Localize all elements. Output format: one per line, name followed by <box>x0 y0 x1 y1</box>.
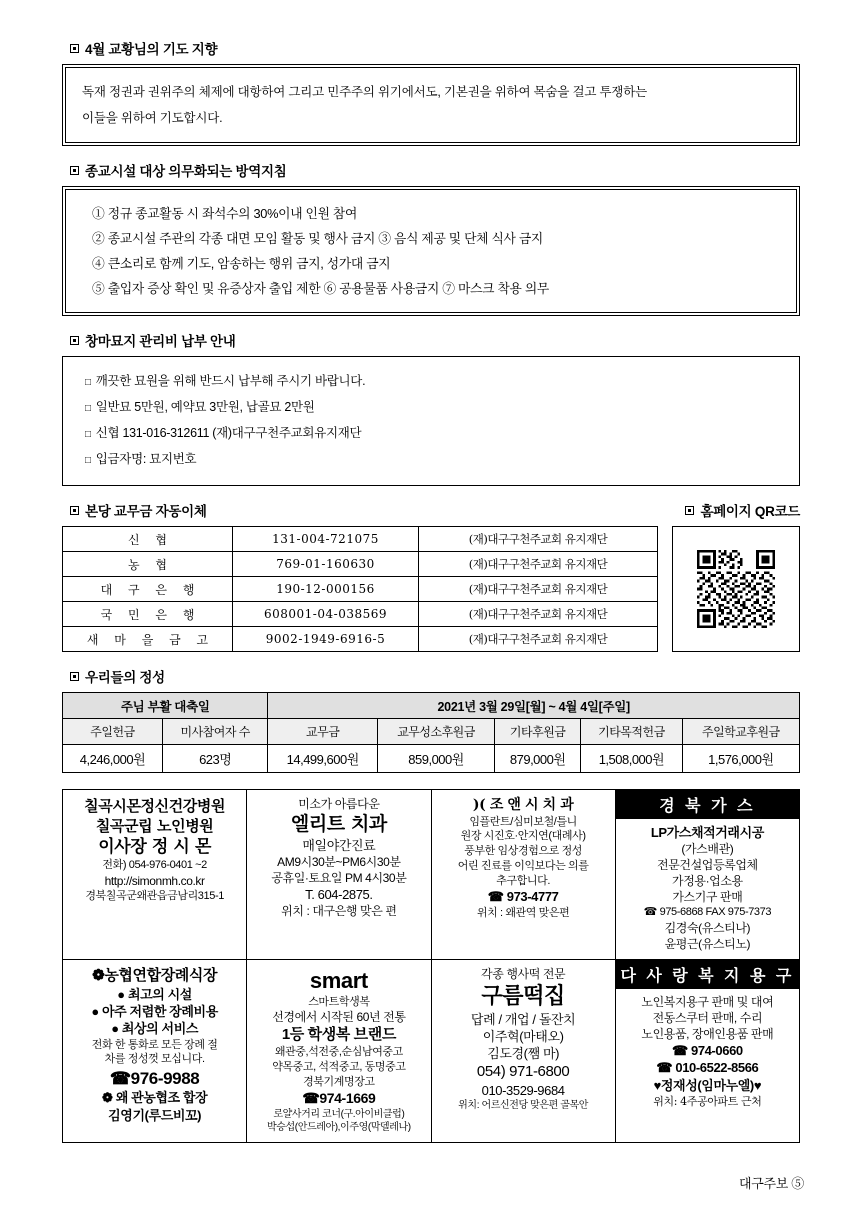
ad-line: ❁ 왜 관농협조 합장 <box>102 1090 208 1106</box>
ad-line: (가스배관) <box>681 842 734 857</box>
bank-owner: (재)대구구천주교회 유지재단 <box>419 552 658 577</box>
ad-line: 010-3529-9684 <box>481 1083 565 1098</box>
bank-name: 대 구 은 행 <box>63 577 233 602</box>
advertisement-joan-c-dental <box>432 790 616 960</box>
bank-number: 9002-1949-6916-5 <box>233 627 419 652</box>
ad-line: 차를 정성껏 모십니다. <box>104 1053 205 1066</box>
prayer-line-2: 이들을 위하여 기도합시다. <box>82 111 223 125</box>
advertisement-elite-dental <box>247 790 431 960</box>
square-bullet-icon <box>70 506 79 515</box>
guideline-item: ② 종교시설 주관의 각종 대면 모임 활동 및 행사 금지 ③ 음식 제공 및 단체 식사 금지 <box>92 231 543 246</box>
ad-line: AM9시30분~PM6시30분 <box>277 855 401 869</box>
ad-line: ● 아주 저렴한 장례비용 <box>91 1004 218 1019</box>
offering-value: 1,576,000원 <box>682 745 799 773</box>
ad-line: 가정용·업소용 <box>672 874 743 889</box>
ad-line: 엘리트 치과 <box>290 813 387 835</box>
qr-heading-text: 홈페이지 QR코드 <box>700 504 800 519</box>
ad-line: 전문건설업등록업체 <box>657 858 758 873</box>
bank-number: 769-01-160630 <box>233 552 419 577</box>
ad-line: ☎976-9988 <box>109 1069 200 1088</box>
ad-line: 김경숙(유스티나) <box>664 921 751 935</box>
ad-line: 임플란트/심미보철/틀니 <box>469 815 577 828</box>
table-row <box>63 577 658 602</box>
checkbox-square-icon: □ <box>85 377 91 388</box>
offering-value: 879,000원 <box>495 745 581 773</box>
ad-line: 전화 한 통화로 모든 장례 절 <box>91 1038 218 1051</box>
offering-table <box>62 692 800 773</box>
qr-code-icon <box>697 550 775 628</box>
checkbox-square-icon: □ <box>85 403 91 414</box>
bank-name: 국 민 은 행 <box>63 602 233 627</box>
cemetery-item: □ 입금자명: 묘지번호 <box>85 452 197 466</box>
ad-line: 왜관중,석전중,순심남여중고 <box>274 1046 403 1058</box>
ad-title-bar: 다 사 랑 복 지 용 구 <box>616 960 799 989</box>
bank-owner: (재)대구구천주교회 유지재단 <box>419 577 658 602</box>
guideline-item: ⑤ 출입자 증상 확인 및 유증상자 출입 제한 ⑥ 공용물품 사용금지 ⑦ 마스크 착용 의무 <box>92 281 549 296</box>
ad-line: 풍부한 임상경험으로 정성 <box>464 845 583 857</box>
table-row <box>63 719 800 745</box>
bank-area <box>62 526 800 652</box>
ad-line: 원장 시진호·안지연(대례사) <box>460 830 586 843</box>
ad-line: 노인복지용구 판매 및 대여 <box>641 995 774 1009</box>
ad-line: 칠곡군립 노인병원 <box>95 816 214 835</box>
ad-line: 칠곡시몬정신건강병원 <box>84 797 226 815</box>
column-header: 기타목적헌금 <box>581 719 683 745</box>
table-row <box>63 627 658 652</box>
square-bullet-icon <box>70 336 79 345</box>
ad-line: 가스기구 판매 <box>672 890 743 905</box>
ad-line: 추구합니다. <box>496 874 551 887</box>
guidelines-heading-text: 종교시설 대상 의무화되는 방역지침 <box>85 164 287 179</box>
table-row <box>63 552 658 577</box>
table-row <box>63 745 800 773</box>
guideline-item: ① 정규 종교활동 시 좌석수의 30%이내 인원 참여 <box>92 206 358 221</box>
section-heading-bank <box>70 500 207 520</box>
ad-line: 김도경(쨈 마) <box>487 1046 560 1061</box>
ad-line: 이사장 정 시 몬 <box>98 836 211 857</box>
ad-line: 위치: 어르신전당 맞은편 골목안 <box>458 1100 589 1112</box>
section-heading-guidelines <box>70 160 800 180</box>
ad-line: ♥정재성(임마누엘)♥ <box>653 1077 762 1093</box>
cemetery-item: □ 깨끗한 묘원을 위해 반드시 납부해 주시기 바랍니다. <box>85 374 366 388</box>
bank-owner: (재)대구구천주교회 유지재단 <box>419 627 658 652</box>
ad-line: 1등 학생복 브랜드 <box>281 1026 396 1044</box>
page-footer: 대구주보 ⑤ <box>738 1176 804 1191</box>
offering-heading-text: 우리들의 정성 <box>85 670 165 685</box>
section-heading-offering <box>70 666 800 686</box>
column-header: 주일학교후원금 <box>682 719 799 745</box>
ad-line: ☎ 973-4777 <box>487 889 559 905</box>
ad-line: ☎ 010-6522-8566 <box>656 1060 759 1076</box>
bank-heading-row <box>70 500 800 520</box>
ad-line: 경북기계명장고 <box>303 1075 375 1088</box>
bank-number: 190-12-000156 <box>233 577 419 602</box>
ad-line: 김영기(루드비꼬) <box>108 1107 202 1123</box>
offering-period-range: 2021년 3월 29일[월] ~ 4월 4일[주일] <box>268 693 800 719</box>
bank-heading-text: 본당 교무금 자동이체 <box>85 504 207 519</box>
section-heading-cemetery <box>70 330 800 350</box>
bank-number: 608001-04-038569 <box>233 602 419 627</box>
ad-line: 054) 971-6800 <box>476 1063 570 1081</box>
ad-line: 경북칠곡군왜관읍금남리315-1 <box>85 889 224 902</box>
guideline-item: ④ 큰소리로 함께 기도, 암송하는 행위 금지, 성가대 금지 <box>92 256 391 271</box>
bank-number: 131-004-721075 <box>233 527 419 552</box>
ad-line: ● 최고의 시설 <box>117 986 192 1002</box>
ad-line: ❁농협연합장례식장 <box>92 967 218 984</box>
bank-name: 새 마 을 금 고 <box>63 627 233 652</box>
qr-code-box <box>672 526 800 652</box>
prayer-line-1: 독재 정권과 권위주의 체제에 대항하여 그리고 민주주의 위기에서도, 기본권을 위하여 목숨을 걸고 투쟁하는 <box>82 85 648 99</box>
ad-line: 위치: 4주공아파트 근처 <box>653 1094 762 1108</box>
bank-accounts-table <box>62 526 658 652</box>
ad-line: ☎974-1669 <box>302 1090 376 1107</box>
column-header: 미사참여자 수 <box>162 719 268 745</box>
square-bullet-icon <box>685 506 694 515</box>
prayer-heading-text: 4월 교황님의 기도 지향 <box>85 42 218 57</box>
ad-line: 선경에서 시작된 60년 전통 <box>272 1010 406 1025</box>
ad-line: http://simonmh.co.kr <box>104 873 205 888</box>
ad-line: 답례 / 개업 / 돌잔치 <box>470 1011 576 1027</box>
guidelines-box <box>62 186 800 316</box>
ad-line: ☎ 975-6868 FAX 975-7373 <box>643 906 772 919</box>
checkbox-square-icon: □ <box>85 455 91 466</box>
ad-line: 스마트학생복 <box>308 995 370 1008</box>
offering-value: 859,000원 <box>377 745 494 773</box>
cemetery-item: □ 신협 131-016-312611 (재)대구구천주교회유지재단 <box>85 426 362 440</box>
prayer-box <box>62 64 800 146</box>
ad-line: T. 604-2875. <box>305 887 373 902</box>
ad-line: 위치 : 왜관역 맞은편 <box>476 906 570 919</box>
advertisement-smart-school-uniform <box>247 960 431 1143</box>
column-header: 교무성소후원금 <box>377 719 494 745</box>
cemetery-heading-text: 창마묘지 관리비 납부 안내 <box>85 334 236 349</box>
square-bullet-icon <box>70 672 79 681</box>
ad-line: 로얄사거리 코너(구.아이비클럽) <box>273 1108 405 1120</box>
bank-name: 신 협 <box>63 527 233 552</box>
ad-line: 전동스쿠터 판매, 수리 <box>652 1011 763 1025</box>
table-row <box>63 602 658 627</box>
offering-period-label: 주님 부활 대축일 <box>63 693 268 719</box>
offering-value: 14,499,600원 <box>268 745 377 773</box>
column-header: 주일헌금 <box>63 719 163 745</box>
advertisement-nonghyup-funeral <box>63 960 247 1143</box>
ad-line: )( 조 앤 시 치 과 <box>472 797 574 813</box>
advertisement-gureum-ricecake <box>432 960 616 1143</box>
ad-line: 미소가 아름다운 <box>298 797 380 811</box>
ad-line: 위치 : 대구은행 맞은 편 <box>281 904 397 919</box>
checkbox-square-icon: □ <box>85 429 91 440</box>
advertisement-dasarang-welfare <box>616 960 800 1143</box>
ad-line: 전화) 054-976-0401 ~2 <box>102 858 207 871</box>
ad-line: 각종 행사떡 전문 <box>481 967 566 981</box>
square-bullet-icon <box>70 44 79 53</box>
bank-name: 농 협 <box>63 552 233 577</box>
ad-line: 공휴일·토요일 PM 4시30분 <box>271 871 407 885</box>
offering-value: 623명 <box>162 745 268 773</box>
ad-line: 매일야간진료 <box>302 837 376 853</box>
ad-line: LP가스채적거래시공 <box>650 825 764 840</box>
ad-line: 노인용품, 장애인용품 판매 <box>641 1027 774 1041</box>
ad-line: 어린 진료를 이익보다는 의를 <box>457 859 589 872</box>
cemetery-item: □ 일반묘 5만원, 예약묘 3만원, 납골묘 2만원 <box>85 400 315 414</box>
column-header: 기타후원금 <box>495 719 581 745</box>
ad-line: 구름떡집 <box>481 983 565 1009</box>
advertisement-gyeongbuk-gas <box>616 790 800 960</box>
offering-value: 4,246,000원 <box>63 745 163 773</box>
advertisement-grid <box>62 789 800 1143</box>
bank-owner: (재)대구구천주교회 유지재단 <box>419 527 658 552</box>
advertisement-simon-hospital <box>63 790 247 960</box>
table-row <box>63 693 800 719</box>
section-heading-qr <box>685 500 800 520</box>
section-heading-prayer <box>70 38 800 58</box>
ad-line: smart <box>309 968 368 993</box>
ad-line: 박승섭(안드레아),이주영(막델레나) <box>267 1122 411 1134</box>
table-row <box>63 527 658 552</box>
ad-line: 약목중고, 석적중고, 동명중고 <box>272 1060 406 1073</box>
ad-line: 이주혁(마태오) <box>482 1028 564 1044</box>
ad-line: 윤평근(유스티노) <box>664 937 751 951</box>
square-bullet-icon <box>70 166 79 175</box>
offering-value: 1,508,000원 <box>581 745 683 773</box>
ad-title-bar: 경 북 가 스 <box>616 790 799 819</box>
cemetery-box <box>62 356 800 486</box>
column-header: 교무금 <box>268 719 377 745</box>
ad-line: ☎ 974-0660 <box>672 1043 743 1058</box>
ad-line: ● 최상의 서비스 <box>111 1021 199 1037</box>
bank-owner: (재)대구구천주교회 유지재단 <box>419 602 658 627</box>
